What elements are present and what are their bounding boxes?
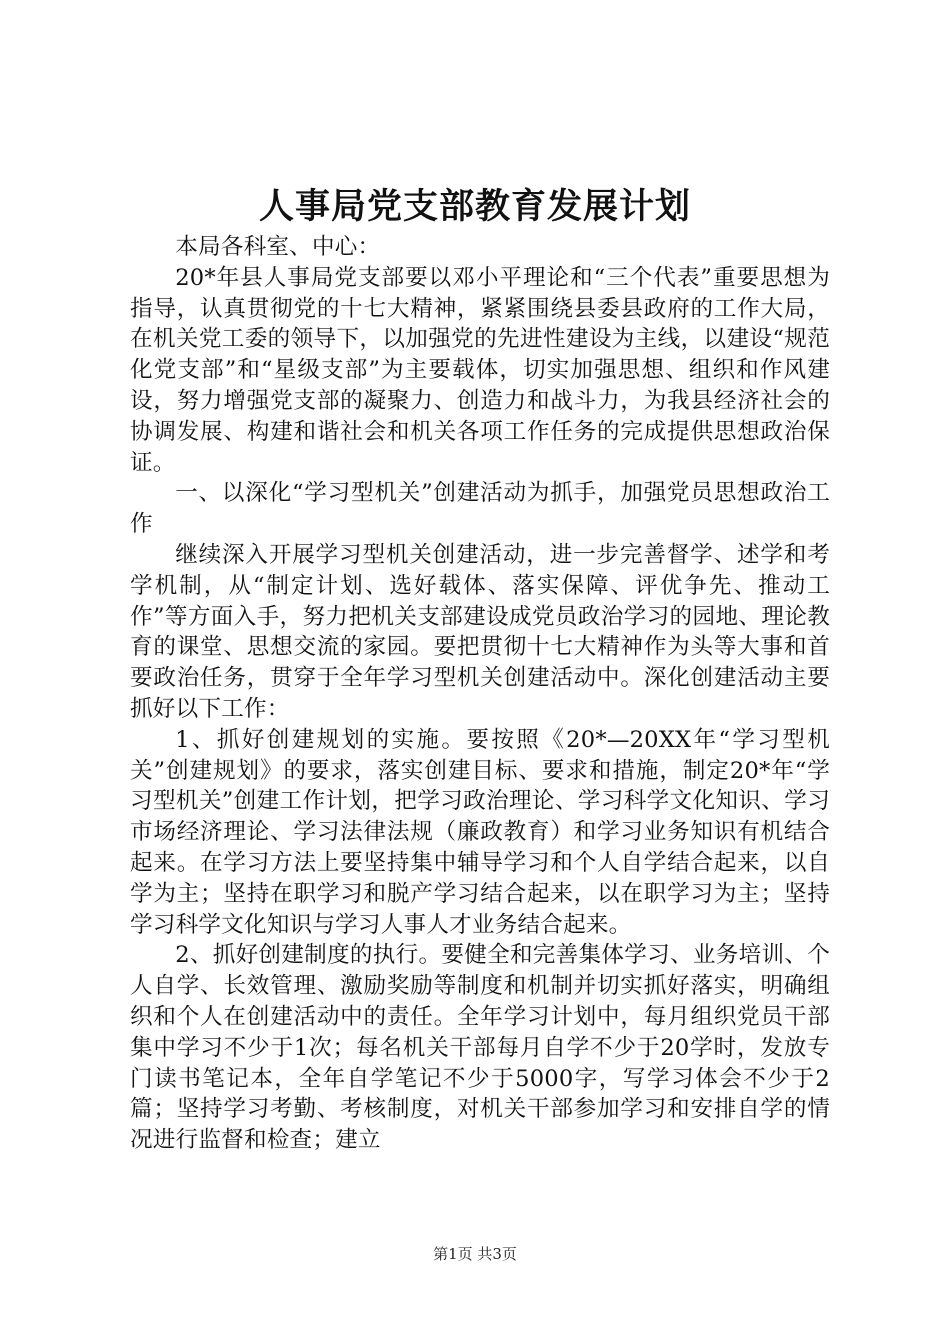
salutation-paragraph: 本局各科室、中心： xyxy=(175,234,381,260)
document-title: 人事局党支部教育发展计划 xyxy=(258,186,691,227)
section-1-paragraph: 继续深入开展学习型机关创建活动，进一步完善督学、述学和考学机制，从“制定计划、选好载体、落实保障、评优争先、推动工作”等方面入手，努力把机关支部建设成党员政治学习的园地、理论教育的课堂、思想交流的家园。要把贯彻十七大精神作为头等大事和首要政治任务，贯穿于全年学习型机关创建活动中。深化创建活动主要抓好以下工作： xyxy=(130,541,831,722)
intro-paragraph: 20*年县人事局党支部要以邓小平理论和“三个代表”重要思想为指导，认真贯彻党的十七大精神，紧紧围绕县委县政府的工作大局，在机关党工委的领导下，以加强党的先进性建设为主线，以建设“规范化党支部”和“星级支部”为主要载体，切实加强思想、组织和作风建设，努力增强党支部的凝聚力、创造力和战斗力，为我县经济社会的协调发展、构建和谐社会和机关各项工作任务的完成提供思想政治保证。 xyxy=(130,264,830,476)
page-footer: 第1页 共3页 xyxy=(433,1245,517,1263)
document-body xyxy=(130,232,830,1156)
item-1-paragraph: 1、抓好创建规划的实施。要按照《20*—20XX年“学习型机关”创建规划》的要求，落实创建目标、要求和措施，制定20*年“学习型机关”创建工作计划，把学习政治理论、学习科学文化知识、学习市场经济理论、学习法律法规（廉政教育）和学习业务知识有机结合起来。在学习方法上要坚持集中辅导学习和个人自学结合起来，以自学为主；坚持在职学习和脱产学习结合起来，以在职学习为主；坚持学习科学文化知识与学习人事人才业务结合起来。 xyxy=(130,726,830,938)
section-heading-1: 一、以深化“学习型机关”创建活动为抓手，加强党员思想政治工作 xyxy=(130,480,830,538)
item-2-paragraph: 2、抓好创建制度的执行。要健全和完善集体学习、业务培训、个人自学、长效管理、激励奖励等制度和机制并切实抓好落实，明确组织和个人在创建活动中的责任。全年学习计划中，每月组织党员干部集中学习不少于1次；每名机关干部每月自学不少于20学时，发放专门读书笔记本，全年自学笔记不少于5000字，写学习体会不少于2篇；坚持学习考勤、考核制度，对机关干部参加学习和安排自学的情况进行监督和检查；建立 xyxy=(130,942,830,1154)
